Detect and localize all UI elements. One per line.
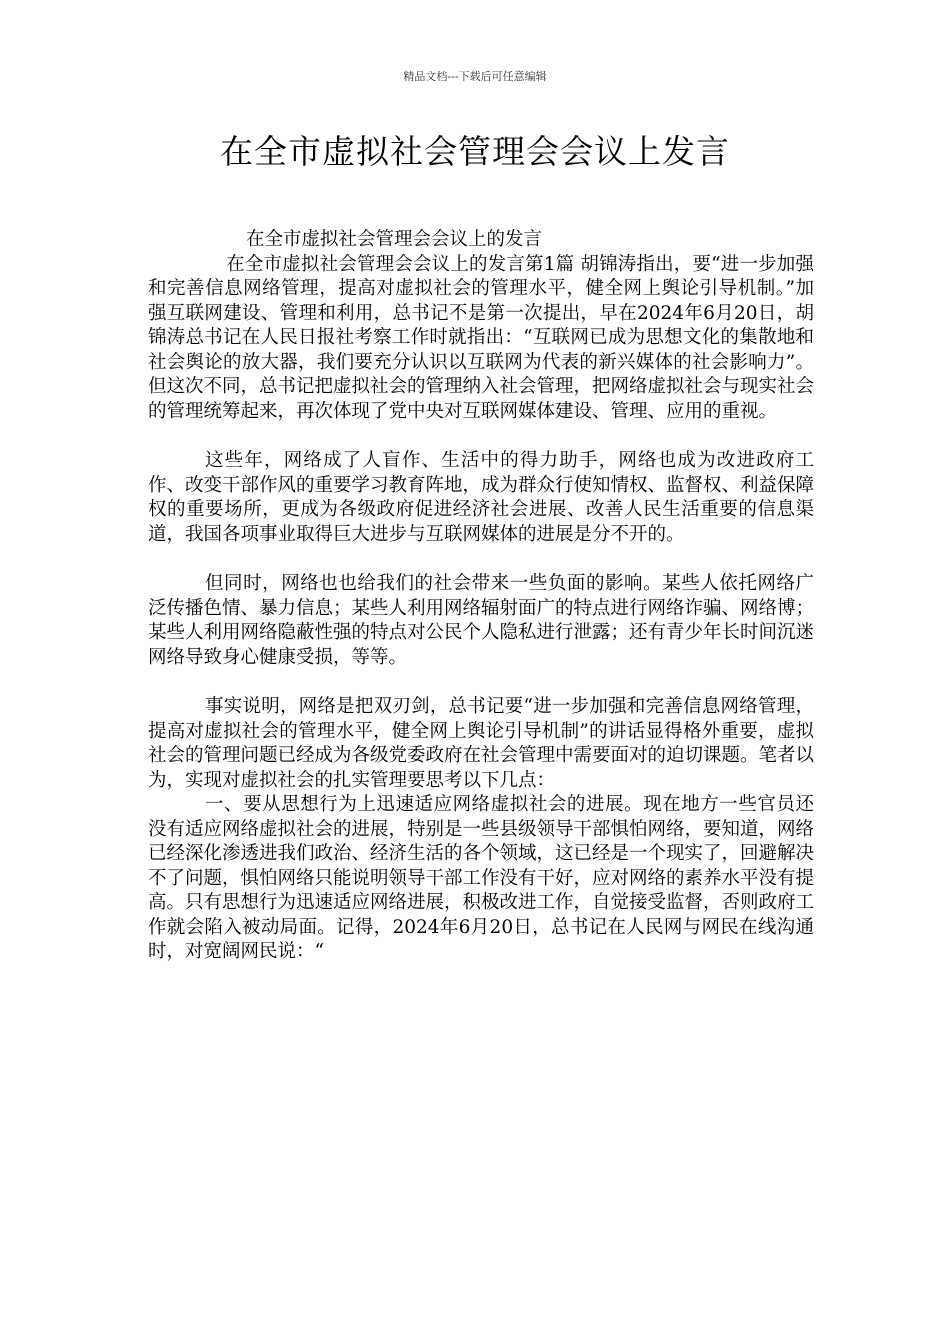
paragraph-2: 这些年，网络成了人盲作、生活中的得力助手，网络也成为改进政府工作、改变干部作风的重要学习教育阵地，成为群众行使知情权、监督权、利益保障权的重要场所，更成为各级政府促进经济社会进展、改善人民生活重要的信息渠道，我国各项事业取得巨大进步与互联网媒体的进展是分不开的。	[148, 450, 815, 545]
paragraph-spacer	[148, 547, 814, 572]
paragraph-4: 事实说明，网络是把双刃剑，总书记要“进一步加强和完善信息网络管理，提高对虚拟社会的管理水平，健全网上舆论引导机制”的讲话显得格外重要，虚拟社会的管理问题已经成为各级党委政府在社会管理中需要面对的迫切课题。笔者以为，实现对虚拟社会的扎实管理要思考以下几点：	[148, 696, 815, 791]
paragraph-1	[148, 253, 814, 425]
header-note: 精品文档---下载后可任意编辑	[403, 70, 547, 83]
paragraph-5: 一、要从思想行为上迅速适应网络虚拟社会的进展。现在地方一些官员还没有适应网络虚拟社会的进展，特别是一些县级领导干部惧怕网络，要知道，网络已经深化渗透进我们政治、经济生活的各个领域，这已经是一个现实了，回避解决不了问题，惧怕网络只能说明领导干部工作没有干好，应对网络的素养水平没有提高。只有思想行为迅速适应网络进展，积极改进工作，自觉接受监督，否则政府工作就会陷入被动局面。记得，2024年6月20日，总书记在人民网与网民在线沟通时，对宽阔网民说：“	[148, 794, 815, 962]
paragraph-spacer	[148, 424, 814, 449]
document-body	[148, 228, 814, 965]
paragraph-1-text: 在全市虚拟社会管理会会议上的发言第1篇 胡锦涛指出，要“进一步加强和完善信息网络管理，提高对虚拟社会的管理水平，健全网上舆论引导机制。”加强互联网建设、管理和利用，总书记不是第一次提出，早在2024年6月20日，胡锦涛总书记在人民日报社考察工作时就指出：“互联网已成为思想文化的集散地和社会舆论的放大器，我们要充分认识以互联网为代表的新兴媒体的社会影响力”。但这次不同，总书记把虚拟社会的管理纳入社会管理，把网络虚拟社会与现实社会的管理统筹起来，再次体现了党中央对互联网媒体建设、管理、应用的重视。	[148, 253, 815, 422]
paragraph-spacer	[148, 670, 814, 695]
document-subtitle: 在全市虚拟社会管理会会议上的发言	[246, 229, 543, 250]
document-title: 在全市虚拟社会管理会会议上发言	[220, 132, 730, 171]
paragraph-3: 但同时，网络也也给我们的社会带来一些负面的影响。某些人依托网络广泛传播色情、暴力信息；某些人利用网络辐射面广的特点进行网络诈骗、网络博；某些人利用网络隐蔽性强的特点对公民个人隐私进行泄露；还有青少年长时间沉迷网络导致身心健康受损，等等。	[148, 573, 815, 668]
